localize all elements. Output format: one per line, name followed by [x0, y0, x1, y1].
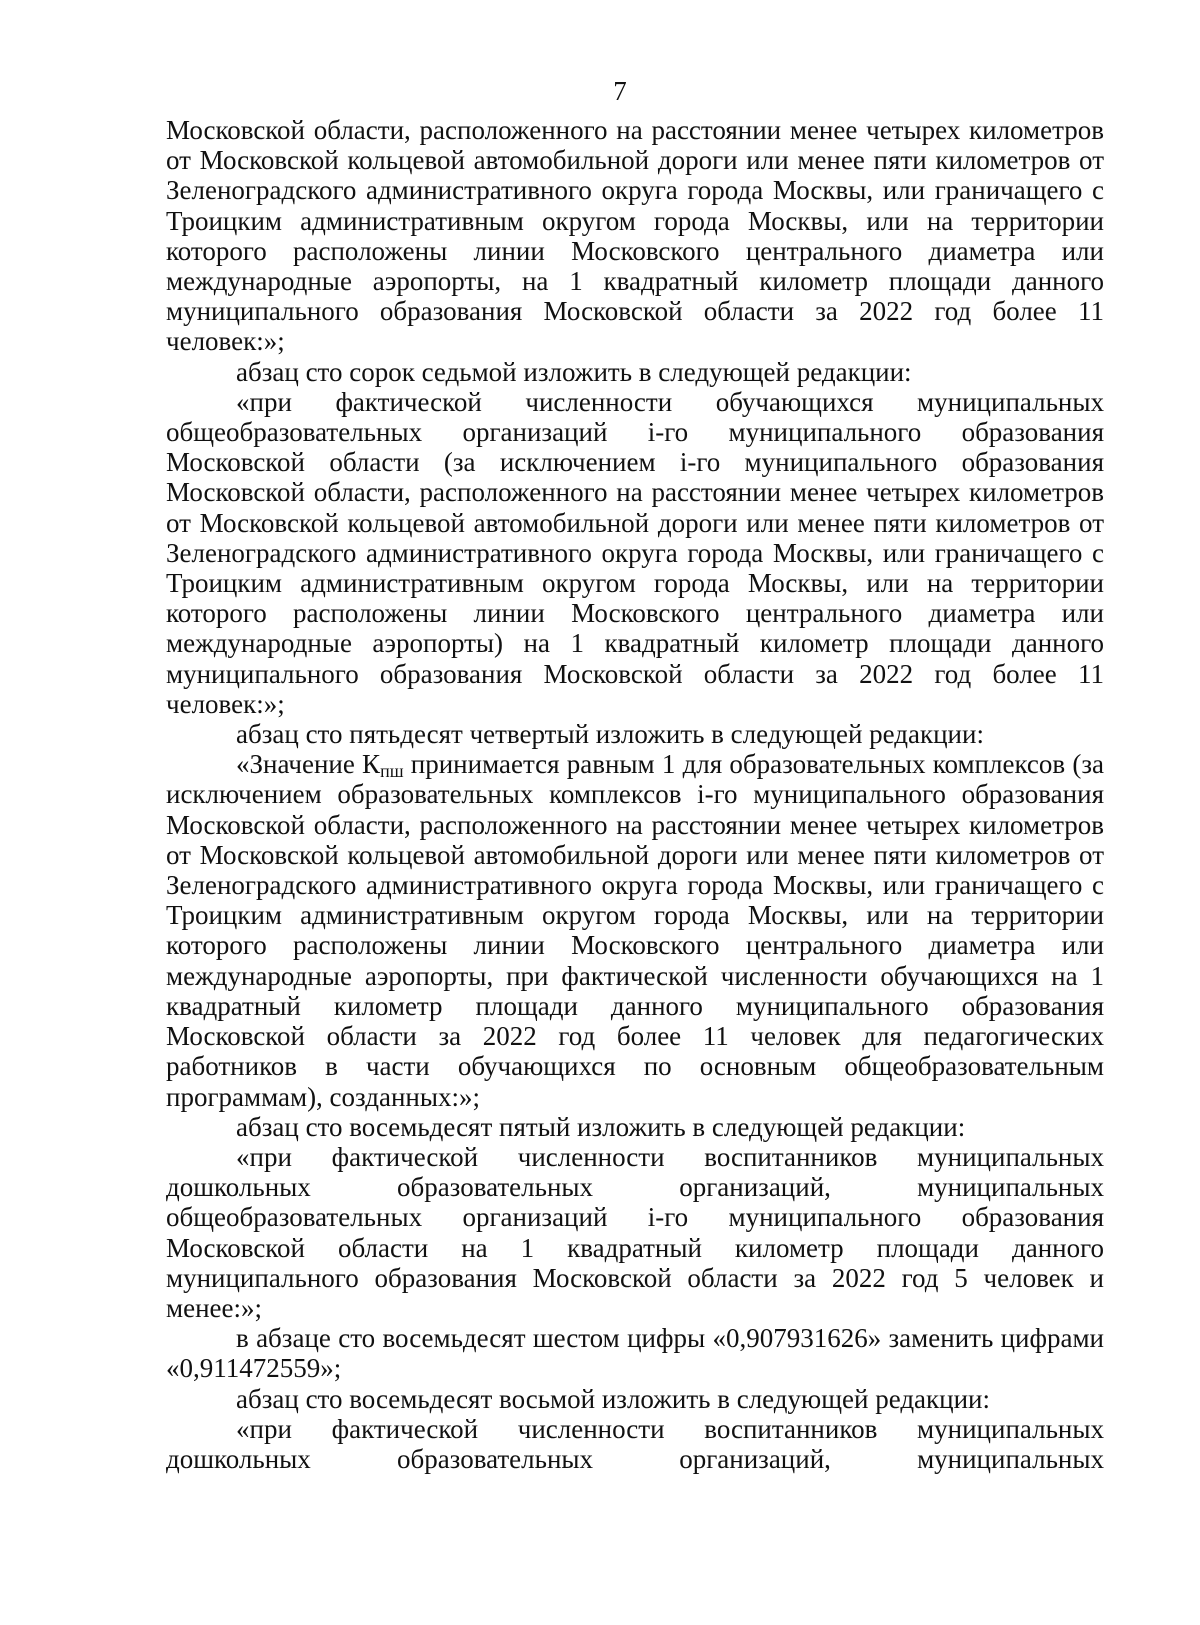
quote-154-rest: принимается равным 1 для образовательных комплексов (за исключением образовательных комплексов i-го муниципального образования Московской области, расположенного на расстоянии менее четырех километров от Московской кольцевой автомобильной дороги или менее пяти километров от Зеленоградского административного округа города Москвы, или граничащего с Троицким административным округом города Москвы, или на территории которого расположены линии Московского центрального диаметра или международные аэропорты, при фактической численности обучающихся на 1 квадратный километр площади данного муниципального образования Московской области за 2022 год более 11 человек для педагогических работников в части обучающихся по основным общеобразовательным программам), созданных:»; — [166, 749, 1104, 1112]
paragraph-amendment-185: абзац сто восемьдесят пятый изложить в следующей редакции: — [236, 1111, 966, 1142]
paragraph-continuation: Московской области, расположенного на расстоянии менее четырех километров от Московской кольцевой автомобильной дороги или менее пяти километров от Зеленоградского административного округа города Москвы, или граничащего с Троицким административным округом города Москвы, или на территории которого расположены линии Московского центрального диаметра или международные аэропорты, на 1 квадратный километр площади данного муниципального образования Московской области за 2022 год более 11 человек:»; — [166, 115, 1104, 357]
coefficient-subscript: пш — [380, 761, 404, 782]
document-body — [166, 115, 1104, 1474]
paragraph-amendment-154: абзац сто пятьдесят четвертый изложить в следующей редакции: — [236, 719, 984, 750]
paragraph-quote-185: «при фактической численности воспитанников муниципальных дошкольных образовательных организаций, муниципальных общеобразовательных организаций i-го муниципального образования Московской области на 1 квадратный километр площади данного муниципального образования Московской области за 2022 год 5 человек и менее:»; — [166, 1141, 1104, 1323]
paragraph-amendment-186: в абзаце сто восемьдесят шестом цифры «0,907931626» заменить цифрами «0,911472559»; — [166, 1323, 1104, 1384]
paragraph-quote-147: «при фактической численности обучающихся муниципальных общеобразовательных организаций i-го муниципального образования Московской области (за исключением i-го муниципального образования Московской области, расположенного на расстоянии менее четырех километров от Московской кольцевой автомобильной дороги или менее пяти километров от Зеленоградского административного округа города Москвы, или граничащего с Троицким административным округом города Москвы, или на территории которого расположены линии Московского центрального диаметра или международные аэропорты) на 1 квадратный километр площади данного муниципального образования Московской области за 2022 год более 11 человек:»; — [166, 386, 1104, 719]
paragraph-quote-188: «при фактической численности воспитанников муниципальных дошкольных образовательных организаций, муниципальных — [166, 1413, 1104, 1474]
quote-154-start: «Значение К — [236, 749, 381, 780]
paragraph-amendment-188: абзац сто восемьдесят восьмой изложить в следующей редакции: — [236, 1383, 991, 1414]
paragraph-amendment-147: абзац сто сорок седьмой изложить в следующей редакции: — [236, 356, 912, 387]
page-number: 7 — [613, 76, 627, 106]
paragraph-quote-154 — [166, 749, 1104, 1111]
